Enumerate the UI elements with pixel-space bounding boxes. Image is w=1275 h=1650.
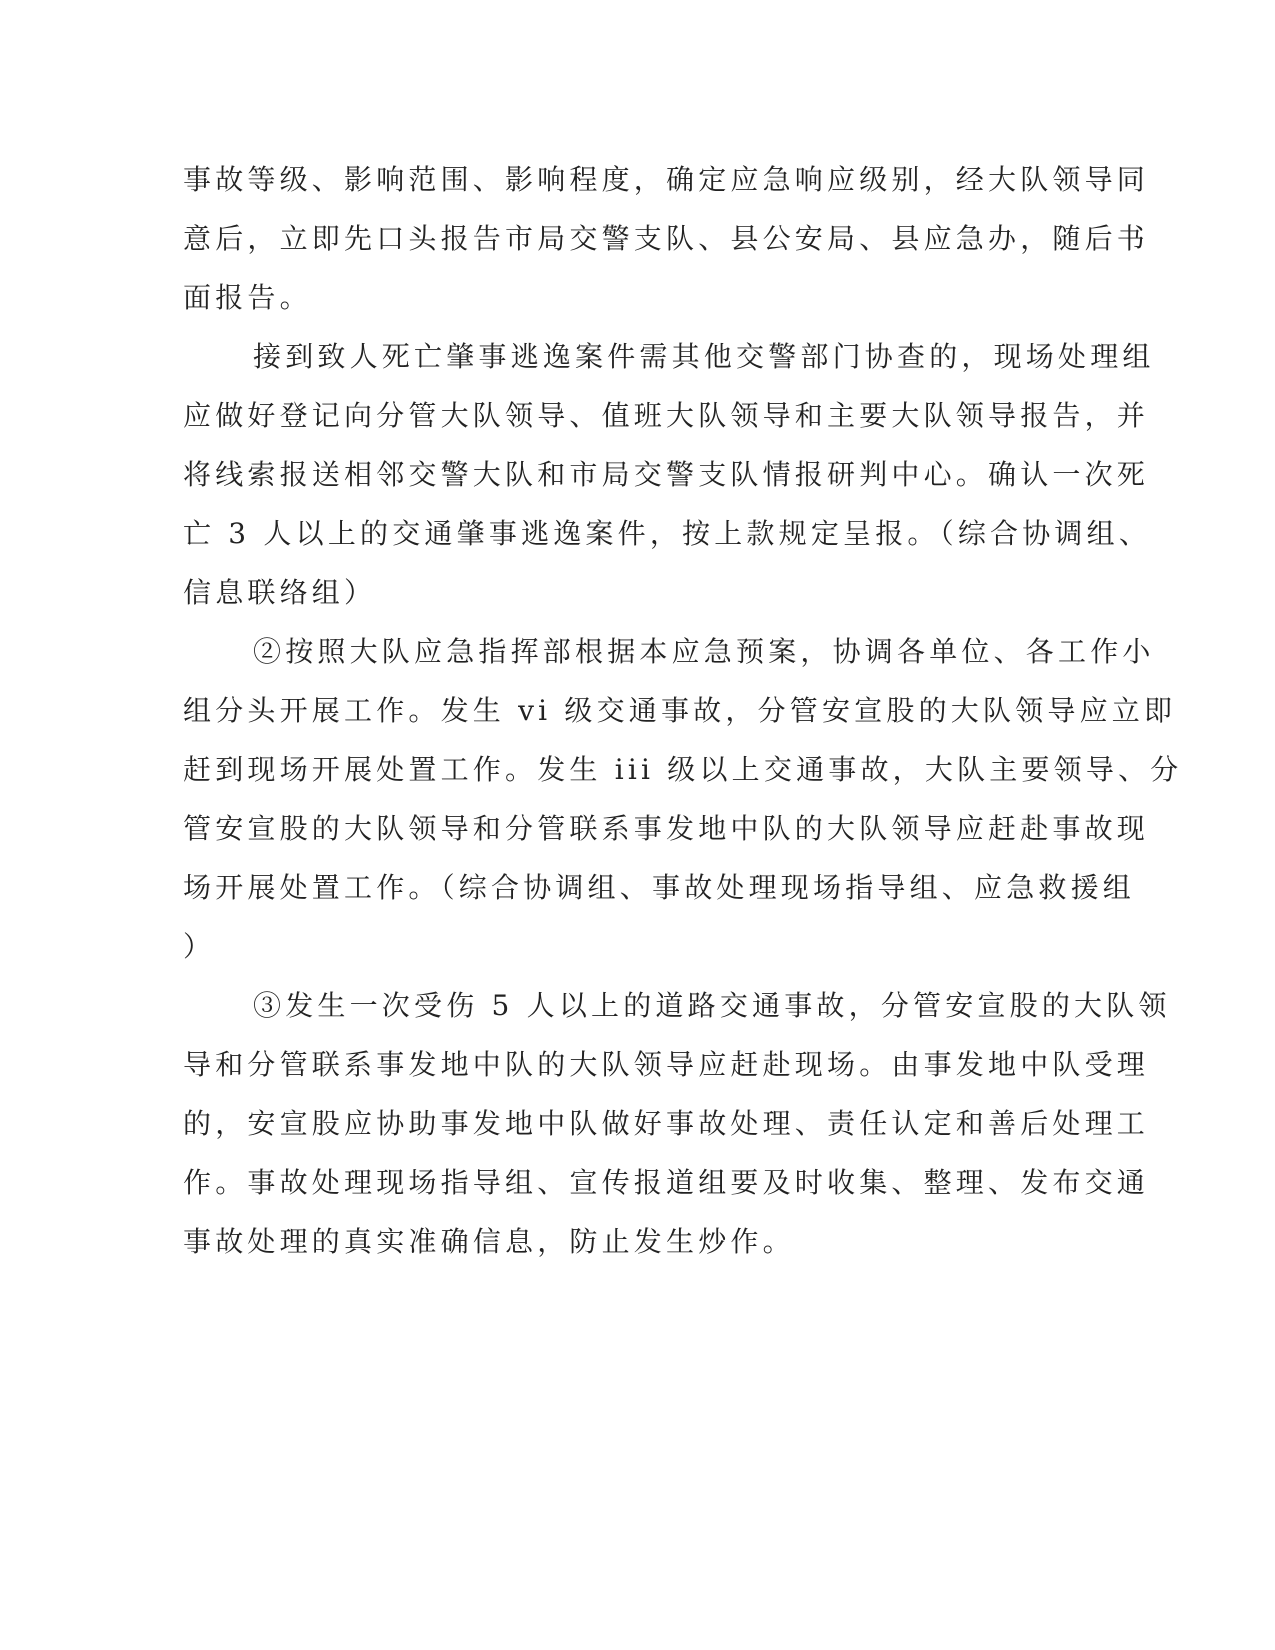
text-line: ）: [183, 930, 216, 963]
paragraph-first-line: ③发生一次受伤 5 人以上的道路交通事故，分管安宣股的大队领: [253, 989, 1171, 1022]
text-line: 的，安宣股应协助事发地中队做好事故处理、责任认定和善后处理工: [183, 1107, 1150, 1140]
text-line: 意后，立即先口头报告市局交警支队、县公安局、县应急办，随后书: [183, 222, 1150, 255]
text-line: 应做好登记向分管大队领导、值班大队领导和主要大队领导报告，并: [183, 399, 1150, 432]
paragraph-first-line: ②按照大队应急指挥部根据本应急预案，协调各单位、各工作小: [253, 635, 1155, 668]
text-line: 亡 3 人以上的交通肇事逃逸案件，按上款规定呈报。（综合协调组、: [183, 517, 1152, 550]
text-line: 管安宣股的大队领导和分管联系事发地中队的大队领导应赶赴事故现: [183, 812, 1150, 845]
text-line: 场开展处置工作。（综合协调组、事故处理现场指导组、应急救援组: [183, 871, 1136, 904]
paragraph-first-line: 接到致人死亡肇事逃逸案件需其他交警部门协查的，现场处理组: [253, 340, 1155, 373]
text-line: 面报告。: [183, 281, 312, 314]
text-line: 组分头开展工作。发生 vi 级交通事故，分管安宣股的大队领导应立即: [183, 694, 1177, 727]
text-line: 作。事故处理现场指导组、宣传报道组要及时收集、整理、发布交通: [183, 1166, 1150, 1199]
text-line: 信息联络组）: [183, 576, 377, 609]
text-line: 事故处理的真实准确信息，防止发生炒作。: [183, 1225, 795, 1258]
text-line: 将线索报送相邻交警大队和市局交警支队情报研判中心。确认一次死: [183, 458, 1150, 491]
text-line: 事故等级、影响范围、影响程度，确定应急响应级别，经大队领导同: [183, 163, 1150, 196]
text-line: 赶到现场开展处置工作。发生 iii 级以上交通事故，大队主要领导、分: [183, 753, 1183, 786]
text-line: 导和分管联系事发地中队的大队领导应赶赴现场。由事发地中队受理: [183, 1048, 1150, 1081]
